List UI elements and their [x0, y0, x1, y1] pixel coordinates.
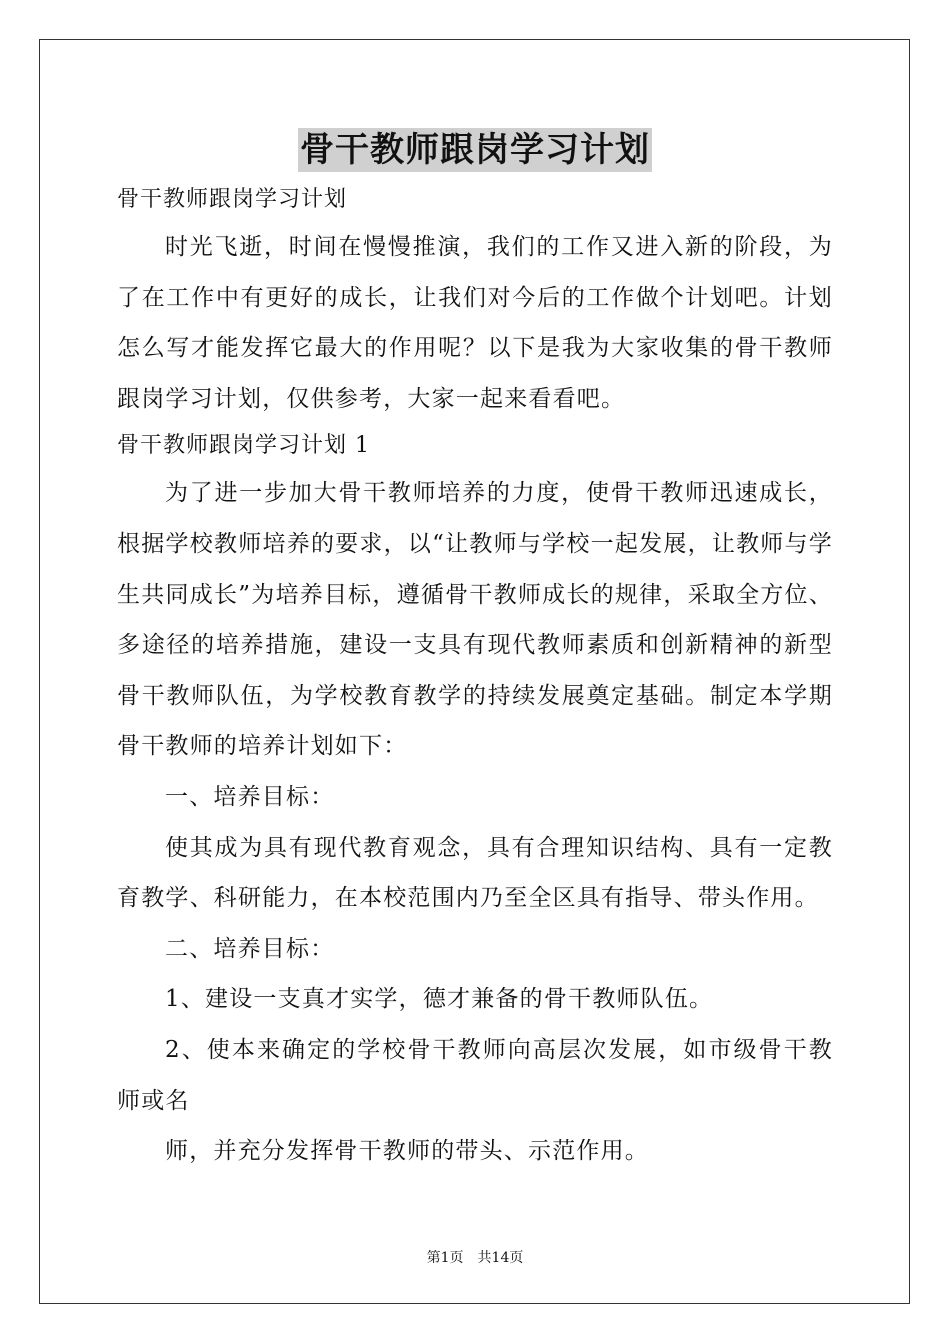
goal-text-1: 使其成为具有现代教育观念，具有合理知识结构、具有一定教育教学、科研能力，在本校范围内乃至全区具有指导、带头作用。	[117, 834, 833, 912]
intro-paragraph: 时光飞逝，时间在慢慢推演，我们的工作又进入新的阶段，为了在工作中有更好的成长，让我们对今后的工作做个计划吧。计划怎么写才能发挥它最大的作用呢？以下是我为大家收集的骨干教师跟岗学习计划，仅供参考，大家一起来看看吧。	[117, 234, 833, 412]
subtitle: 骨干教师跟岗学习计划	[117, 187, 348, 212]
section-paragraph: 为了进一步加大骨干教师培养的力度，使骨干教师迅速成长，根据学校教师培养的要求，以“让教师与学校一起发展，让教师与学生共同成长”为培养目标，遵循骨干教师成长的规律，采取全方位、多途径的培养措施，建设一支具有现代教师素质和创新精神的新型骨干教师队伍，为学校教育教学的持续发展奠定基础。制定本学期骨干教师的培养计划如下：	[117, 480, 833, 760]
title-container	[0, 128, 950, 172]
page-total: 共14页	[477, 1250, 524, 1266]
goal-heading-1: 一、培养目标：	[165, 783, 335, 810]
goal-item-2: 2、使本来确定的学校骨干教师向高层次发展，如市级骨干教师或名	[117, 1036, 833, 1114]
page-number: 第1页	[426, 1250, 464, 1266]
goal-item-2-continued: 师，并充分发挥骨干教师的带头、示范作用。	[165, 1138, 649, 1165]
goal-item-1: 1、建设一支真才实学，德才兼备的骨干教师队伍。	[165, 986, 714, 1013]
goal-heading-2: 二、培养目标：	[165, 935, 335, 962]
section-heading: 骨干教师跟岗学习计划 1	[117, 433, 370, 459]
document-body	[117, 178, 833, 1177]
document-title: 骨干教师跟岗学习计划	[300, 130, 650, 170]
page-footer	[0, 1249, 950, 1267]
